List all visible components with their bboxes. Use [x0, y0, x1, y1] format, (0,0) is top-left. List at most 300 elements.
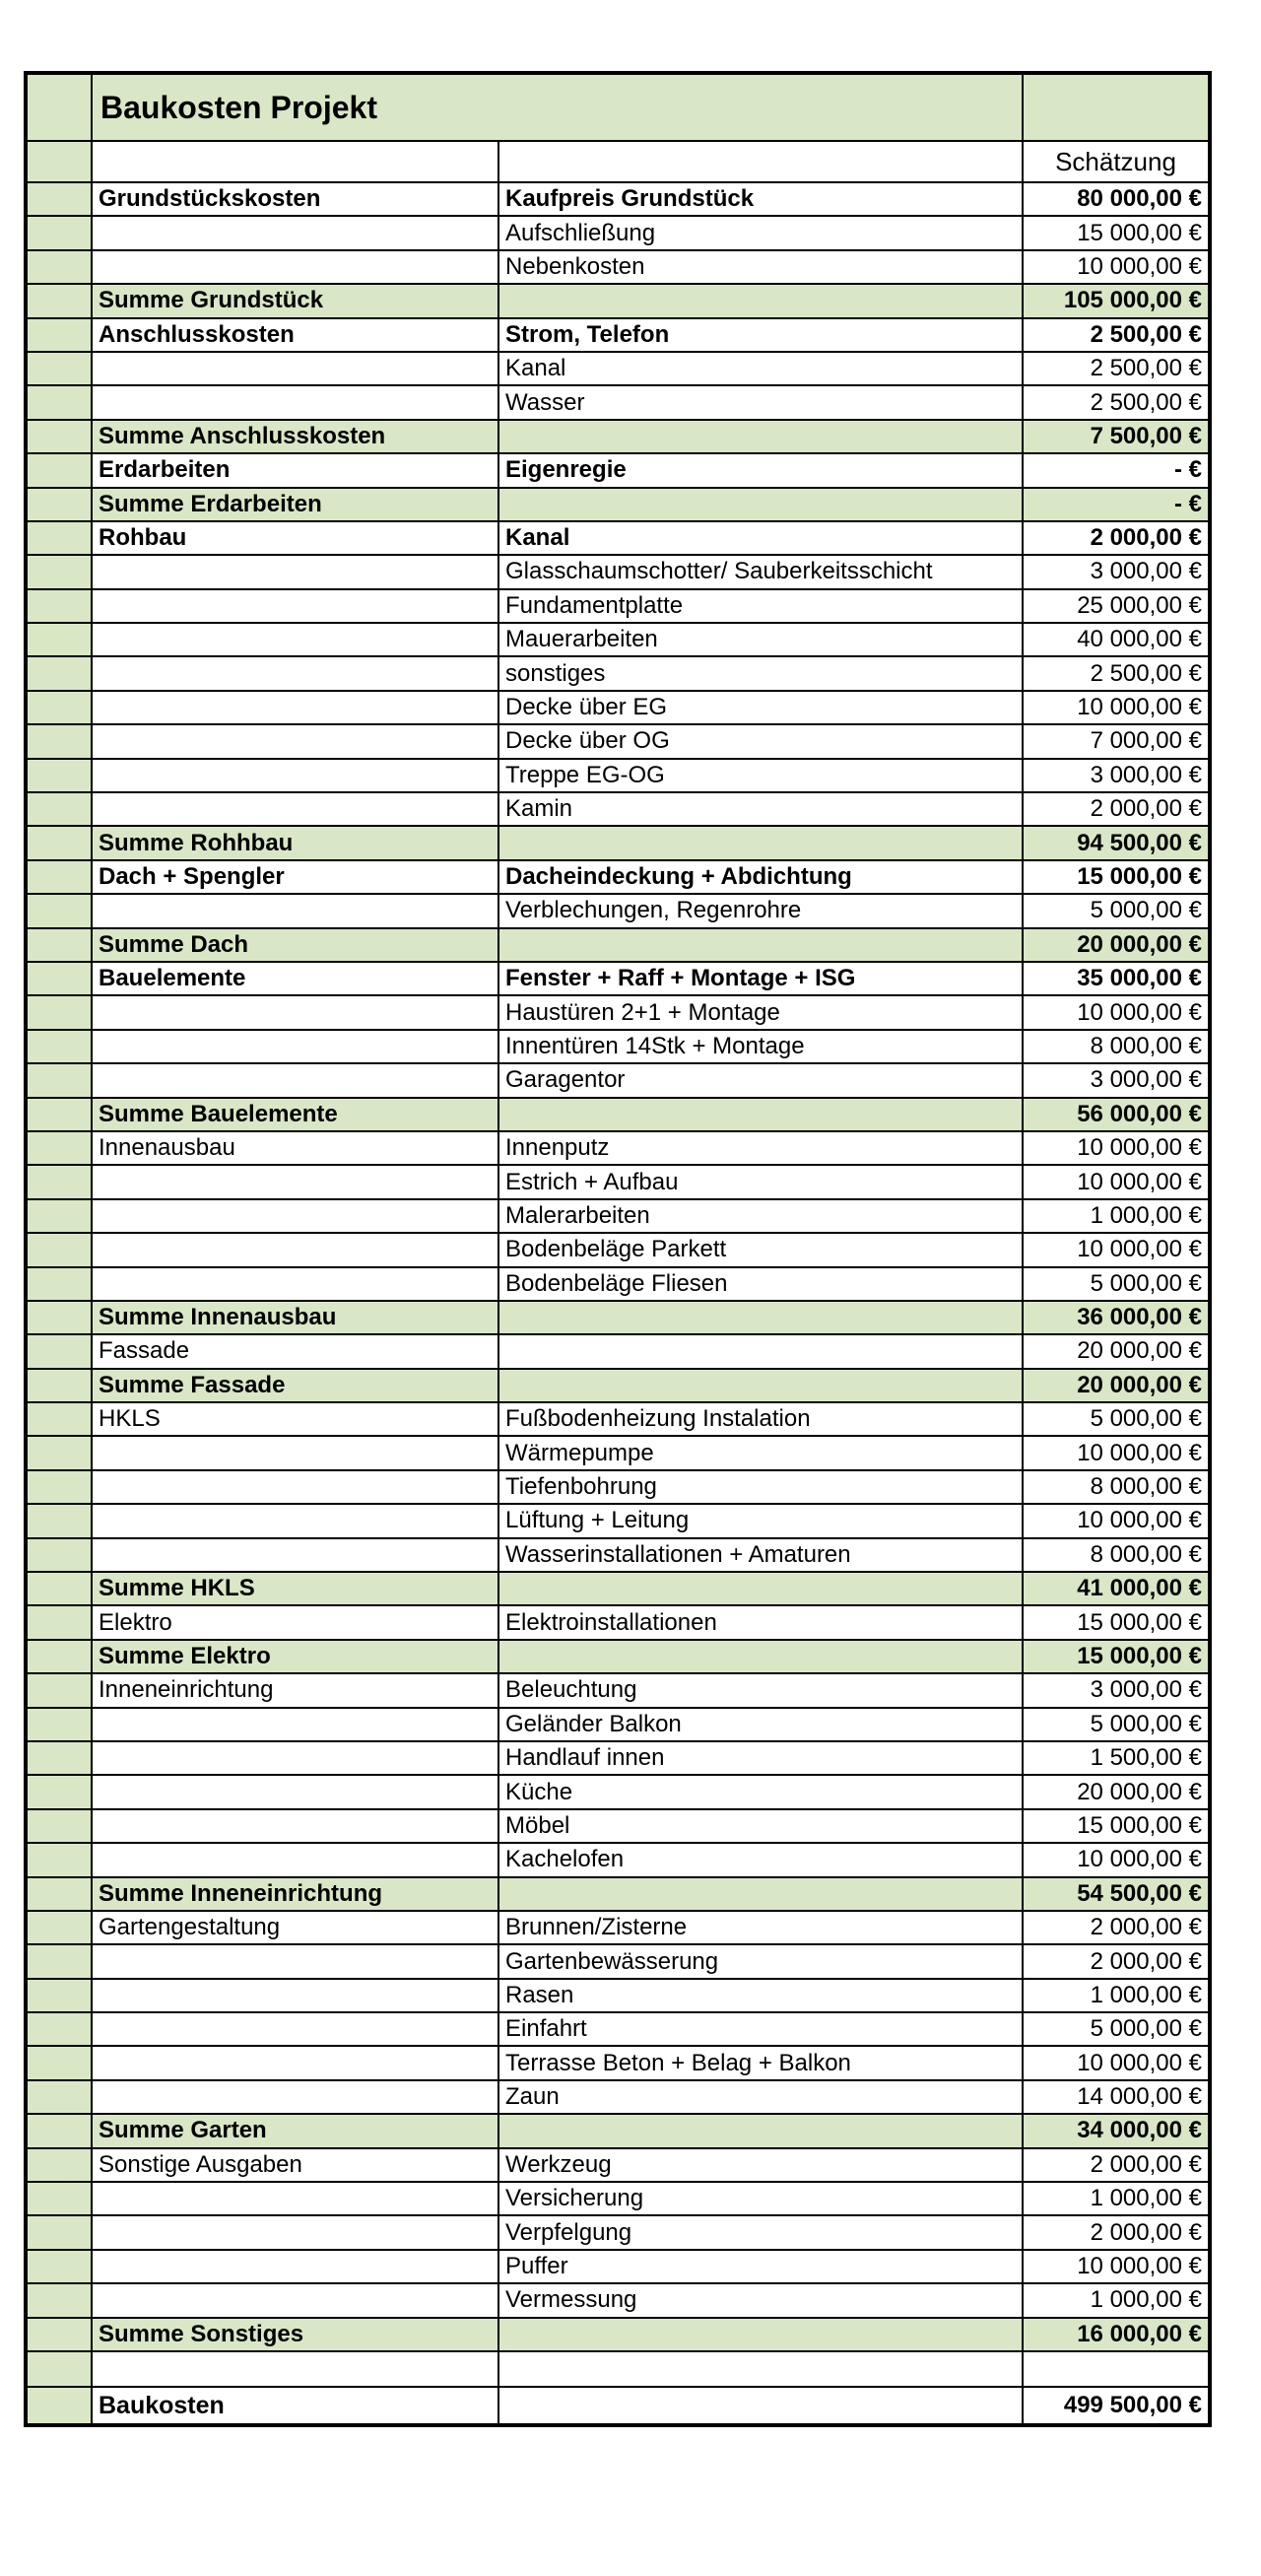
- amount-cell: - €: [1023, 453, 1210, 487]
- amount-cell: 2 000,00 €: [1023, 2215, 1210, 2249]
- item-cell: [498, 2114, 1023, 2147]
- row-stub-cell: [26, 555, 92, 588]
- table-row: [26, 962, 1210, 995]
- table-row: [26, 1944, 1210, 1978]
- amount-cell: 3 000,00 €: [1023, 555, 1210, 588]
- row-stub-cell: [26, 1708, 92, 1741]
- category-cell: [92, 1809, 498, 1843]
- category-cell: Summe Sonstiges: [92, 2318, 498, 2351]
- amount-cell: 5 000,00 €: [1023, 894, 1210, 927]
- row-stub-cell: [26, 1979, 92, 2012]
- amount-cell: 3 000,00 €: [1023, 1063, 1210, 1097]
- amount-cell: 10 000,00 €: [1023, 1436, 1210, 1469]
- table-row: [26, 385, 1210, 419]
- category-cell: Grundstückskosten: [92, 182, 498, 216]
- category-cell: [92, 2250, 498, 2283]
- category-cell: [92, 352, 498, 385]
- amount-cell: 8 000,00 €: [1023, 1538, 1210, 1572]
- item-cell: Wärmepumpe: [498, 1436, 1023, 1469]
- table-row: [26, 1911, 1210, 1944]
- row-stub-cell: [26, 2012, 92, 2046]
- category-cell: Summe Fassade: [92, 1369, 498, 1402]
- row-stub-cell: [26, 488, 92, 521]
- amount-cell: 36 000,00 €: [1023, 1301, 1210, 1334]
- category-cell: [92, 385, 498, 419]
- table-row: [26, 1673, 1210, 1707]
- item-cell: [498, 2351, 1023, 2387]
- category-cell: [92, 2012, 498, 2046]
- category-cell: [92, 250, 498, 284]
- amount-cell: 10 000,00 €: [1023, 995, 1210, 1029]
- category-cell: Baukosten: [92, 2387, 498, 2425]
- row-stub-cell: [26, 2114, 92, 2147]
- amount-cell: 10 000,00 €: [1023, 1165, 1210, 1198]
- category-cell: [92, 1165, 498, 1198]
- item-cell: Fenster + Raff + Montage + ISG: [498, 962, 1023, 995]
- category-cell: [92, 2283, 498, 2317]
- table-row: [26, 2215, 1210, 2249]
- category-cell: Gartengestaltung: [92, 1911, 498, 1944]
- item-cell: [498, 284, 1023, 317]
- row-stub-cell: [26, 995, 92, 1029]
- category-cell: [92, 216, 498, 249]
- amount-cell: 15 000,00 €: [1023, 216, 1210, 249]
- item-cell: Innentüren 14Stk + Montage: [498, 1030, 1023, 1063]
- row-stub-cell: [26, 2351, 92, 2387]
- spacer-row: [26, 2351, 1210, 2387]
- table-row: [26, 2182, 1210, 2215]
- subtotal-row: [26, 2114, 1210, 2147]
- amount-cell: 7 000,00 €: [1023, 724, 1210, 758]
- sheet-title: Baukosten Projekt: [92, 73, 1023, 141]
- item-cell: Zaun: [498, 2080, 1023, 2114]
- table-row: [26, 1436, 1210, 1469]
- item-cell: Brunnen/Zisterne: [498, 1911, 1023, 1944]
- row-stub-cell: [26, 2046, 92, 2079]
- table-row: [26, 792, 1210, 826]
- table-row: [26, 894, 1210, 927]
- item-cell: Kamin: [498, 792, 1023, 826]
- amount-cell: 2 500,00 €: [1023, 352, 1210, 385]
- table-row: [26, 1165, 1210, 1198]
- item-cell: [498, 420, 1023, 453]
- item-cell: Verpfelgung: [498, 2215, 1023, 2249]
- category-cell: [92, 691, 498, 724]
- category-cell: Summe Garten: [92, 2114, 498, 2147]
- table-row: [26, 1979, 1210, 2012]
- row-stub-cell: [26, 73, 92, 141]
- row-stub-cell: [26, 691, 92, 724]
- row-stub-cell: [26, 759, 92, 792]
- amount-cell: 10 000,00 €: [1023, 1843, 1210, 1876]
- row-stub-cell: [26, 2215, 92, 2249]
- row-stub-cell: [26, 962, 92, 995]
- item-cell: Elektroinstallationen: [498, 1605, 1023, 1639]
- category-cell: HKLS: [92, 1402, 498, 1436]
- amount-cell: 10 000,00 €: [1023, 1233, 1210, 1266]
- category-cell: [92, 1063, 498, 1097]
- amount-cell: 1 000,00 €: [1023, 1979, 1210, 2012]
- table-row: [26, 2080, 1210, 2114]
- subtotal-row: [26, 420, 1210, 453]
- row-stub-cell: [26, 724, 92, 758]
- amount-cell: 41 000,00 €: [1023, 1572, 1210, 1605]
- row-stub-cell: [26, 420, 92, 453]
- item-cell: Bodenbeläge Parkett: [498, 1233, 1023, 1266]
- table-row: [26, 1741, 1210, 1775]
- amount-cell: 20 000,00 €: [1023, 1369, 1210, 1402]
- amount-cell: 15 000,00 €: [1023, 1809, 1210, 1843]
- item-cell: Kanal: [498, 352, 1023, 385]
- subtotal-row: [26, 488, 1210, 521]
- row-stub-cell: [26, 1199, 92, 1233]
- category-cell: [92, 1436, 498, 1469]
- amount-cell: 5 000,00 €: [1023, 1708, 1210, 1741]
- amount-cell: 2 500,00 €: [1023, 318, 1210, 352]
- table-row: [26, 453, 1210, 487]
- item-cell: [498, 2387, 1023, 2425]
- table-row: [26, 1402, 1210, 1436]
- item-cell: Fundamentplatte: [498, 589, 1023, 623]
- row-stub-cell: [26, 1233, 92, 1266]
- amount-cell: 10 000,00 €: [1023, 1131, 1210, 1165]
- amount-cell: 15 000,00 €: [1023, 1640, 1210, 1673]
- item-cell: Puffer: [498, 2250, 1023, 2283]
- item-cell: [498, 928, 1023, 962]
- item-cell: sonstiges: [498, 656, 1023, 690]
- row-stub-cell: [26, 2318, 92, 2351]
- amount-cell: 1 000,00 €: [1023, 1199, 1210, 1233]
- category-cell: Summe Inneneinrichtung: [92, 1877, 498, 1911]
- item-cell: Werkzeug: [498, 2148, 1023, 2182]
- grand-total-row: [26, 2387, 1210, 2425]
- category-cell: [92, 1708, 498, 1741]
- amount-cell: 2 000,00 €: [1023, 1944, 1210, 1978]
- row-stub-cell: [26, 1030, 92, 1063]
- table-row: [26, 2250, 1210, 2283]
- amount-cell: 35 000,00 €: [1023, 962, 1210, 995]
- item-cell: [498, 826, 1023, 859]
- amount-cell: 7 500,00 €: [1023, 420, 1210, 453]
- item-cell: Handlauf innen: [498, 1741, 1023, 1775]
- row-stub-cell: [26, 1504, 92, 1537]
- amount-cell: 10 000,00 €: [1023, 2046, 1210, 2079]
- table-row: [26, 1470, 1210, 1504]
- amount-cell: 16 000,00 €: [1023, 2318, 1210, 2351]
- row-stub-cell: [26, 453, 92, 487]
- category-cell: [92, 1944, 498, 1978]
- table-row: [26, 352, 1210, 385]
- row-stub-cell: [26, 1098, 92, 1131]
- category-cell: [92, 1267, 498, 1301]
- row-stub-cell: [26, 1470, 92, 1504]
- item-cell: Strom, Telefon: [498, 318, 1023, 352]
- amount-cell: - €: [1023, 488, 1210, 521]
- amount-cell: 5 000,00 €: [1023, 2012, 1210, 2046]
- category-cell: [92, 894, 498, 927]
- category-cell: Dach + Spengler: [92, 860, 498, 894]
- table-row: [26, 759, 1210, 792]
- row-stub-cell: [26, 1640, 92, 1673]
- header-row: [26, 141, 1210, 182]
- amount-cell: 1 000,00 €: [1023, 2283, 1210, 2317]
- subtotal-row: [26, 1098, 1210, 1131]
- amount-cell: 2 000,00 €: [1023, 2148, 1210, 2182]
- row-stub-cell: [26, 826, 92, 859]
- row-stub-cell: [26, 1572, 92, 1605]
- amount-cell: 10 000,00 €: [1023, 1504, 1210, 1537]
- item-cell: Kanal: [498, 521, 1023, 555]
- row-stub-cell: [26, 250, 92, 284]
- category-cell: [92, 1470, 498, 1504]
- category-cell: [92, 623, 498, 656]
- row-stub-cell: [26, 1436, 92, 1469]
- item-cell: Nebenkosten: [498, 250, 1023, 284]
- category-cell: [92, 1741, 498, 1775]
- table-row: [26, 589, 1210, 623]
- table-row: [26, 995, 1210, 1029]
- cost-table: [24, 71, 1212, 2427]
- amount-cell: 94 500,00 €: [1023, 826, 1210, 859]
- subtotal-row: [26, 284, 1210, 317]
- amount-cell: 3 000,00 €: [1023, 1673, 1210, 1707]
- amount-cell: 2 000,00 €: [1023, 1911, 1210, 1944]
- row-stub-cell: [26, 1843, 92, 1876]
- row-stub-cell: [26, 1063, 92, 1097]
- row-stub-cell: [26, 928, 92, 962]
- category-cell: Summe Erdarbeiten: [92, 488, 498, 521]
- category-cell: [92, 1233, 498, 1266]
- item-cell: Fußbodenheizung Instalation: [498, 1402, 1023, 1436]
- item-cell: Treppe EG-OG: [498, 759, 1023, 792]
- category-cell: Inneneinrichtung: [92, 1673, 498, 1707]
- item-cell: Estrich + Aufbau: [498, 1165, 1023, 1198]
- category-cell: Summe Dach: [92, 928, 498, 962]
- category-cell: [92, 2351, 498, 2387]
- row-stub-cell: [26, 1369, 92, 1402]
- table-row: [26, 1708, 1210, 1741]
- amount-cell: 56 000,00 €: [1023, 1098, 1210, 1131]
- amount-cell: 3 000,00 €: [1023, 759, 1210, 792]
- amount-cell: 54 500,00 €: [1023, 1877, 1210, 1911]
- category-cell: Summe Bauelemente: [92, 1098, 498, 1131]
- item-cell: [498, 2318, 1023, 2351]
- row-stub-cell: [26, 2182, 92, 2215]
- row-stub-cell: [26, 1911, 92, 1944]
- row-stub-cell: [26, 1301, 92, 1334]
- row-stub-cell: [26, 1538, 92, 1572]
- category-cell: Summe Rohhbau: [92, 826, 498, 859]
- row-stub-cell: [26, 352, 92, 385]
- table-row: [26, 623, 1210, 656]
- table-row: [26, 1030, 1210, 1063]
- category-cell: Rohbau: [92, 521, 498, 555]
- category-cell: [92, 1979, 498, 2012]
- category-cell: [92, 1504, 498, 1537]
- item-cell: Möbel: [498, 1809, 1023, 1843]
- row-stub-cell: [26, 1131, 92, 1165]
- amount-cell: 2 000,00 €: [1023, 792, 1210, 826]
- amount-cell: 8 000,00 €: [1023, 1470, 1210, 1504]
- category-cell: Anschlusskosten: [92, 318, 498, 352]
- table-row: [26, 1233, 1210, 1266]
- item-cell: [498, 488, 1023, 521]
- table-row: [26, 1538, 1210, 1572]
- table-row: [26, 1504, 1210, 1537]
- amount-cell: 8 000,00 €: [1023, 1030, 1210, 1063]
- row-stub-cell: [26, 1673, 92, 1707]
- category-cell: [92, 724, 498, 758]
- category-cell: [92, 2215, 498, 2249]
- amount-cell: [1023, 2351, 1210, 2387]
- category-cell: Summe Grundstück: [92, 284, 498, 317]
- amount-cell: 1 500,00 €: [1023, 1741, 1210, 1775]
- row-stub-cell: [26, 1944, 92, 1978]
- item-cell: Einfahrt: [498, 2012, 1023, 2046]
- table-row: [26, 1843, 1210, 1876]
- subtotal-row: [26, 1301, 1210, 1334]
- row-stub-cell: [26, 656, 92, 690]
- table-row: [26, 1809, 1210, 1843]
- item-cell: Beleuchtung: [498, 1673, 1023, 1707]
- item-cell: Tiefenbohrung: [498, 1470, 1023, 1504]
- item-cell: Eigenregie: [498, 453, 1023, 487]
- amount-cell: 34 000,00 €: [1023, 2114, 1210, 2147]
- item-cell: Haustüren 2+1 + Montage: [498, 995, 1023, 1029]
- table-row: [26, 2012, 1210, 2046]
- category-cell: [92, 1030, 498, 1063]
- amount-cell: 1 000,00 €: [1023, 2182, 1210, 2215]
- table-row: [26, 656, 1210, 690]
- category-cell: Fassade: [92, 1334, 498, 1368]
- category-cell: Bauelemente: [92, 962, 498, 995]
- item-cell: Kachelofen: [498, 1843, 1023, 1876]
- item-cell: Verblechungen, Regenrohre: [498, 894, 1023, 927]
- item-cell: Aufschließung: [498, 216, 1023, 249]
- item-cell: [498, 1369, 1023, 1402]
- amount-cell: 80 000,00 €: [1023, 182, 1210, 216]
- category-cell: [92, 1538, 498, 1572]
- amount-cell: 5 000,00 €: [1023, 1402, 1210, 1436]
- category-cell: [92, 995, 498, 1029]
- item-cell: [498, 1640, 1023, 1673]
- subtotal-row: [26, 2318, 1210, 2351]
- category-cell: [92, 555, 498, 588]
- row-stub-cell: [26, 216, 92, 249]
- amount-cell: 15 000,00 €: [1023, 1605, 1210, 1639]
- item-cell: Versicherung: [498, 2182, 1023, 2215]
- row-stub-cell: [26, 385, 92, 419]
- amount-cell: 20 000,00 €: [1023, 928, 1210, 962]
- table-row: [26, 1775, 1210, 1808]
- amount-cell: 20 000,00 €: [1023, 1775, 1210, 1808]
- amount-cell: 14 000,00 €: [1023, 2080, 1210, 2114]
- row-stub-cell: [26, 589, 92, 623]
- amount-cell: 105 000,00 €: [1023, 284, 1210, 317]
- row-stub-cell: [26, 1877, 92, 1911]
- row-stub-cell: [26, 521, 92, 555]
- subtotal-row: [26, 826, 1210, 859]
- row-stub-cell: [26, 792, 92, 826]
- category-cell: Sonstige Ausgaben: [92, 2148, 498, 2182]
- subtotal-row: [26, 1877, 1210, 1911]
- item-cell: Wasser: [498, 385, 1023, 419]
- item-cell: Lüftung + Leitung: [498, 1504, 1023, 1537]
- row-stub-cell: [26, 284, 92, 317]
- row-stub-cell: [26, 2148, 92, 2182]
- amount-cell: 2 500,00 €: [1023, 385, 1210, 419]
- row-stub-cell: [26, 2250, 92, 2283]
- category-cell: Summe Anschlusskosten: [92, 420, 498, 453]
- header-category-cell: [92, 141, 498, 182]
- category-cell: [92, 589, 498, 623]
- item-cell: Küche: [498, 1775, 1023, 1808]
- subtotal-row: [26, 1640, 1210, 1673]
- item-cell: Bodenbeläge Fliesen: [498, 1267, 1023, 1301]
- item-cell: Garagentor: [498, 1063, 1023, 1097]
- table-row: [26, 555, 1210, 588]
- category-cell: [92, 2080, 498, 2114]
- item-cell: [498, 1098, 1023, 1131]
- table-row: [26, 860, 1210, 894]
- row-stub-cell: [26, 182, 92, 216]
- category-cell: Summe HKLS: [92, 1572, 498, 1605]
- item-cell: Kaufpreis Grundstück: [498, 182, 1023, 216]
- row-stub-cell: [26, 1267, 92, 1301]
- item-cell: [498, 1334, 1023, 1368]
- title-amount-cell: [1023, 73, 1210, 141]
- header-item-cell: [498, 141, 1023, 182]
- category-cell: Elektro: [92, 1605, 498, 1639]
- category-cell: Summe Elektro: [92, 1640, 498, 1673]
- amount-cell: 5 000,00 €: [1023, 1267, 1210, 1301]
- subtotal-row: [26, 1572, 1210, 1605]
- item-cell: Wasserinstallationen + Amaturen: [498, 1538, 1023, 1572]
- item-cell: Geländer Balkon: [498, 1708, 1023, 1741]
- category-cell: [92, 1843, 498, 1876]
- item-cell: Dacheindeckung + Abdichtung: [498, 860, 1023, 894]
- category-cell: [92, 1199, 498, 1233]
- table-row: [26, 1267, 1210, 1301]
- table-row: [26, 2148, 1210, 2182]
- amount-cell: 2 000,00 €: [1023, 521, 1210, 555]
- title-row: [26, 73, 1210, 141]
- amount-cell: 20 000,00 €: [1023, 1334, 1210, 1368]
- table-row: [26, 2283, 1210, 2317]
- amount-cell: 2 500,00 €: [1023, 656, 1210, 690]
- row-stub-cell: [26, 2283, 92, 2317]
- item-cell: [498, 1301, 1023, 1334]
- item-cell: Vermessung: [498, 2283, 1023, 2317]
- row-stub-cell: [26, 1741, 92, 1775]
- category-cell: Summe Innenausbau: [92, 1301, 498, 1334]
- item-cell: Glasschaumschotter/ Sauberkeitsschicht: [498, 555, 1023, 588]
- table-row: [26, 1199, 1210, 1233]
- item-cell: Gartenbewässerung: [498, 1944, 1023, 1978]
- row-stub-cell: [26, 141, 92, 182]
- row-stub-cell: [26, 2080, 92, 2114]
- item-cell: Rasen: [498, 1979, 1023, 2012]
- subtotal-row: [26, 1369, 1210, 1402]
- row-stub-cell: [26, 1402, 92, 1436]
- table-row: [26, 1063, 1210, 1097]
- table-row: [26, 250, 1210, 284]
- table-row: [26, 182, 1210, 216]
- table-row: [26, 1334, 1210, 1368]
- row-stub-cell: [26, 1775, 92, 1808]
- amount-cell: 25 000,00 €: [1023, 589, 1210, 623]
- table-row: [26, 691, 1210, 724]
